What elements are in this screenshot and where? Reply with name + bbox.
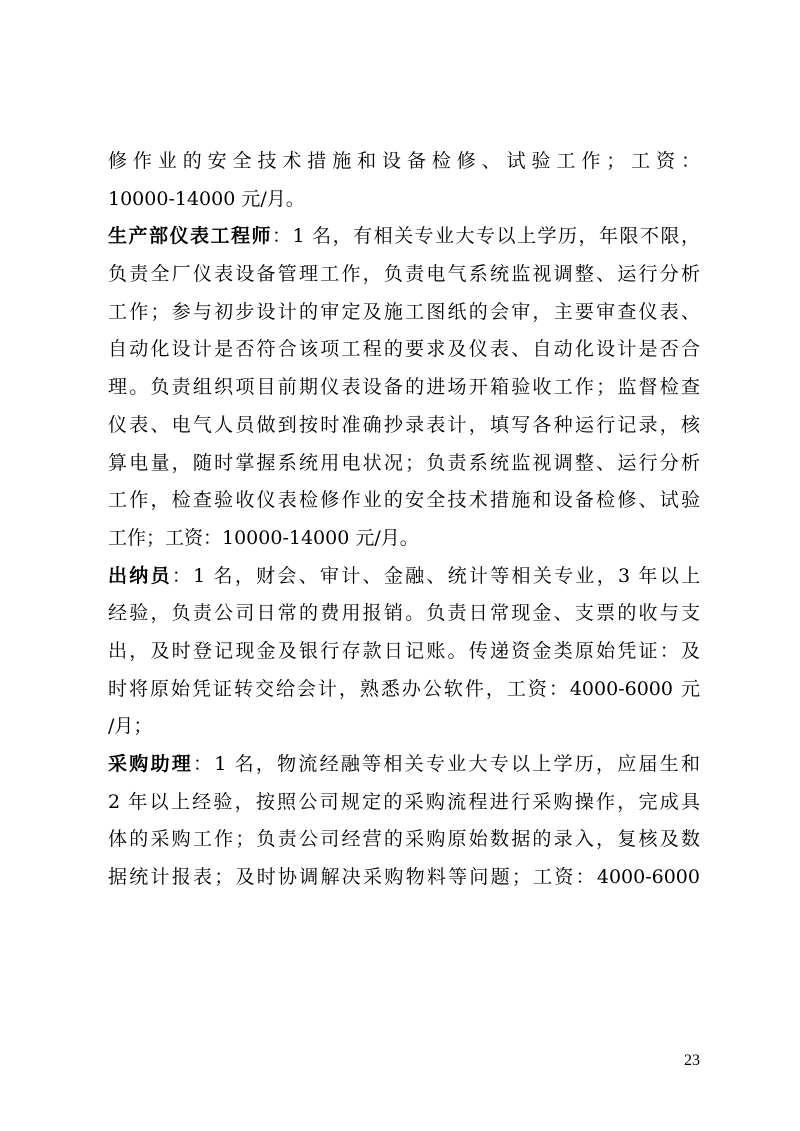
line-text: 算电量，随时掌握系统用电状况；负责系统监视调整、运行分析 <box>108 451 700 474</box>
text-line <box>108 784 700 822</box>
text-line <box>108 746 700 784</box>
line-text: 自动化设计是否符合该项工程的要求及仪表、自动化设计是否合 <box>108 338 700 361</box>
text-line <box>108 821 700 859</box>
text-line <box>108 218 700 256</box>
text-line <box>108 859 700 897</box>
document-body <box>108 143 700 897</box>
line-text: ：1 名，有相关专业大专以上学历，年限不限， <box>271 225 700 248</box>
line-text: ：1 名，财会、审计、金融、统计等相关专业，3 年以上 <box>171 564 700 587</box>
text-line <box>108 708 700 746</box>
job-title: 采购助理 <box>108 753 194 775</box>
job-title: 出纳员 <box>108 564 172 587</box>
line-text: 仪表、电气人员做到按时准确抄录表计，填写各种运行记录，核 <box>108 413 700 436</box>
line-text: ：1 名，物流经融等相关专业大专以上学历，应届生和 <box>193 753 700 775</box>
line-text: 出，及时登记现金及银行存款日记账。传递资金类原始凭证：及 <box>108 639 700 662</box>
page-number: 23 <box>684 1052 700 1069</box>
line-text: 体的采购工作；负责公司经营的采购原始数据的录入，复核及数 <box>108 828 700 851</box>
text-line <box>108 256 700 294</box>
text-line <box>108 181 700 219</box>
text-line <box>108 558 700 596</box>
text-line <box>108 445 700 483</box>
line-text: 2 年以上经验，按照公司规定的采购流程进行采购操作，完成具 <box>108 790 700 813</box>
text-line <box>108 407 700 445</box>
line-text: 经验，负责公司日常的费用报销。负责日常现金、支票的收与支 <box>108 602 700 625</box>
text-line <box>108 143 700 181</box>
text-line <box>108 331 700 369</box>
line-text: 时将原始凭证转交给会计，熟悉办公软件，工资：4000-6000 元 <box>108 677 700 700</box>
text-line <box>108 369 700 407</box>
line-text: 10000-14000 元/月。 <box>108 187 305 210</box>
text-line <box>108 595 700 633</box>
line-text: 据统计报表；及时协调解决采购物料等问题；工资：4000-6000 <box>108 866 700 889</box>
line-text: 负责全厂仪表设备管理工作，负责电气系统监视调整、运行分析 <box>108 263 700 286</box>
line-text: 工作；工资：10000-14000 元/月。 <box>108 526 419 549</box>
line-text: 理。负责组织项目前期仪表设备的进场开箱验收工作；监督检查 <box>108 376 700 399</box>
text-line <box>108 520 700 558</box>
line-text: 工作，检查验收仪表检修作业的安全技术措施和设备检修、试验 <box>108 489 700 512</box>
line-text: 工作；参与初步设计的审定及施工图纸的会审，主要审查仪表、 <box>108 300 700 323</box>
line-text: /月； <box>108 715 153 738</box>
text-line <box>108 633 700 671</box>
job-title: 生产部仪表工程师 <box>108 225 272 248</box>
text-line <box>108 482 700 520</box>
text-line <box>108 294 700 332</box>
text-line <box>108 671 700 709</box>
line-text: 修作业的安全技术措施和设备检修、试验工作；工资： <box>108 150 700 172</box>
